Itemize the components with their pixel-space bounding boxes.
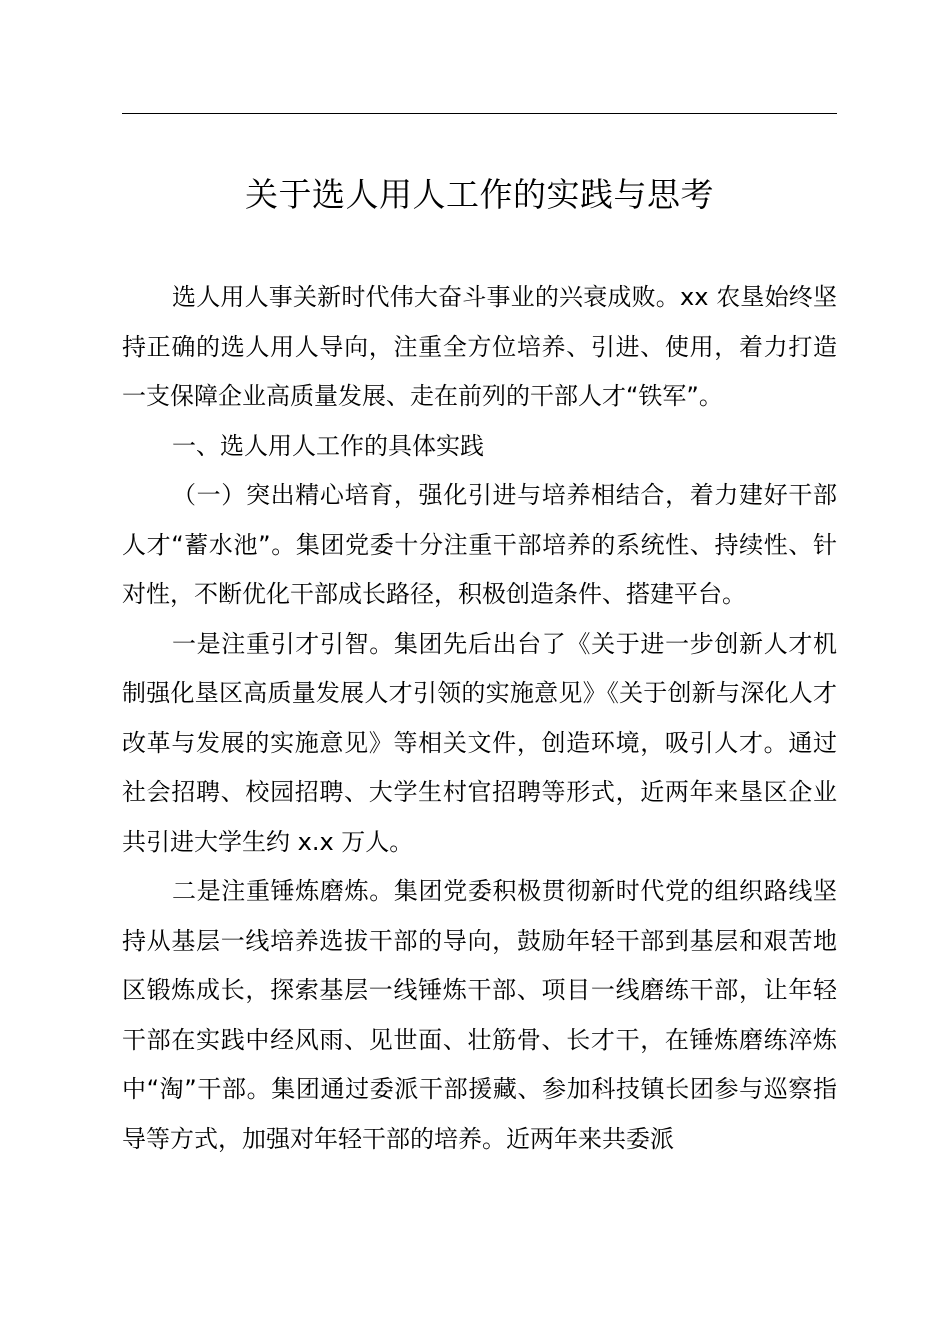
section-heading: 一、选人用人工作的具体实践 [172,431,484,460]
point-two-paragraph: 二是注重锤炼磨炼。集团党委积极贯彻新时代党的组织路线坚持从基层一线培养选拔干部的导向，鼓励年轻干部到基层和艰苦地区锻炼成长，探索基层一线锤炼干部、项目一线磨练干部，让年轻干部在实践中经风雨、见世面、壮筋骨、长才干，在锤炼磨练淬炼中“淘”干部。集团通过委派干部援藏、参加科技镇长团参与巡察指导等方式，加强对年轻干部的培养。近两年来共委派 [122,877,837,1153]
intro-paragraph: 选人用人事关新时代伟大奋斗事业的兴衰成败。xx 农垦始终坚持正确的选人用人导向，注重全方位培养、引进、使用，着力打造一支保障企业高质量发展、走在前列的干部人才“铁军”。 [122,283,837,410]
subsection-paragraph: （一）突出精心培育，强化引进与培养相结合，着力建好干部人才“蓄水池”。集团党委十分注重干部培养的系统性、持续性、针对性，不断优化干部成长路径，积极创造条件、搭建平台。 [122,481,837,608]
point-one-paragraph: 一是注重引才引智。集团先后出台了《关于进一步创新人才机制强化垦区高质量发展人才引领的实施意见》《关于创新与深化人才改革与发展的实施意见》等相关文件，创造环境，吸引人才。通过社会招聘、校园招聘、大学生村官招聘等形式，近两年来垦区企业共引进大学生约 x.x 万人。 [122,629,837,856]
document-title: 关于选人用人工作的实践与思考 [245,175,714,214]
document-body [122,273,837,1164]
header-rule [122,113,837,114]
